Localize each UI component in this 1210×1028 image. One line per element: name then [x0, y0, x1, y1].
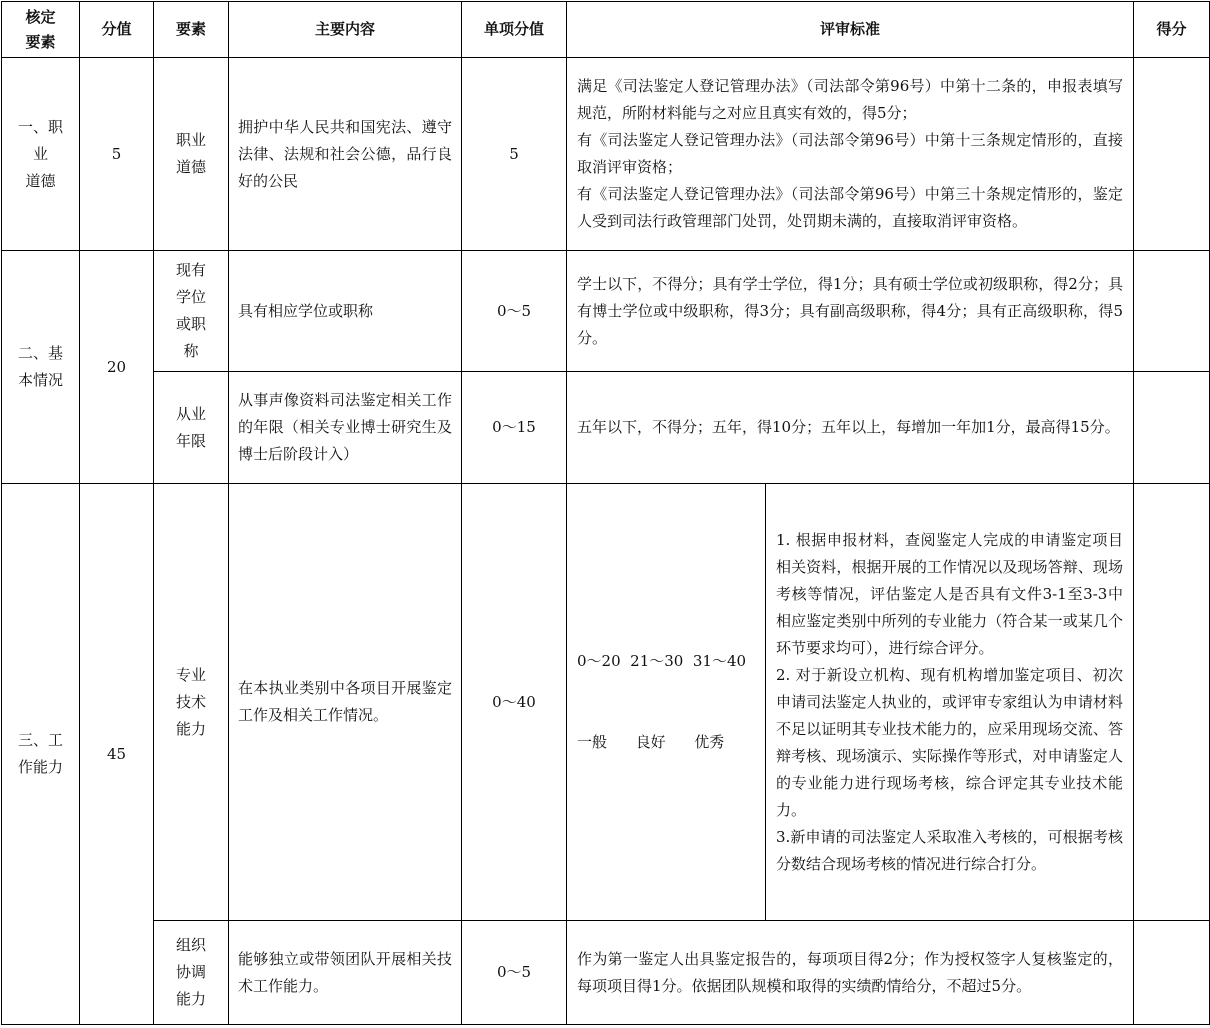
element-line: 协调 [175, 963, 206, 981]
criteria-cell: 五年以下，不得分；五年，得10分；五年以上，每增加一年加1分，最高得15分。 [567, 372, 1134, 484]
criteria-cell [567, 58, 1134, 251]
category-cell [2, 484, 80, 1025]
header-element: 要素 [154, 2, 229, 58]
header-category-line1: 核定 [25, 7, 56, 26]
score-cell: 45 [80, 484, 154, 1025]
criteria-line: 1. 根据申报材料，查阅鉴定人完成的申请鉴定项目相关资料，根据开展的工作情况以及现场答辩、现场考核等情况，评估鉴定人是否具有文件3-1至3-3中相应鉴定类别中所列的专业能力（符合某一或某几个环节要求均可），进行综合评分。 [776, 530, 1124, 657]
criteria-line: 有《司法鉴定人登记管理办法》（司法部令第96号）中第三十条规定情形的，鉴定人受到司法行政管理部门处罚，处罚期未满的，直接取消评审资格。 [577, 185, 1124, 230]
evaluation-table [1, 1, 1210, 1025]
table-row [2, 372, 1210, 484]
element-line: 组织 [175, 936, 206, 954]
element-cell [154, 484, 229, 921]
element-cell [154, 58, 229, 251]
header-item-score: 单项分值 [462, 2, 567, 58]
score-cell: 20 [80, 251, 154, 484]
content-cell: 能够独立或带领团队开展相关技术工作能力。 [229, 921, 462, 1025]
result-cell [1134, 372, 1210, 484]
criteria-line: 满足《司法鉴定人登记管理办法》（司法部令第96号）中第十二条的，申报表填写规范，所附材料能与之对应且真实有效的，得5分； [577, 77, 1124, 122]
table-row [2, 484, 1210, 921]
content-cell: 从事声像资料司法鉴定相关工作的年限（相关专业博士研究生及博士后阶段计入） [229, 372, 462, 484]
criteria-line: 2. 对于新设立机构、现有机构增加鉴定项目、初次申请司法鉴定人执业的，或评审专家组认为申请材料不足以证明其专业技术能力的，应采用现场交流、答辩考核、现场演示、实际操作等形式，对申请鉴定人的专业能力进行现场考核，综合评定其专业技术能力。 [776, 665, 1124, 819]
category-line: 一、职 [17, 117, 63, 136]
element-line: 或职 [175, 315, 206, 333]
category-line: 本情况 [17, 371, 63, 389]
element-line: 从业 [175, 404, 206, 423]
item-score-cell: 0～15 [462, 372, 567, 484]
criteria-cell: 学士以下，不得分；具有学士学位，得1分；具有硕士学位或初级职称，得2分；具有博士学位或中级职称，得3分；具有副高级职称，得4分；具有正高级职称，得5分。 [567, 251, 1134, 372]
item-score-cell: 0～40 [462, 484, 567, 921]
content-cell: 具有相应学位或职称 [229, 251, 462, 372]
item-score-cell: 5 [462, 58, 567, 251]
table-row [2, 251, 1210, 372]
grade-labels: 一般 良好 优秀 [577, 733, 725, 751]
category-line: 二、基 [17, 344, 63, 362]
grade-ranges: 0～20 21～30 31～40 [577, 652, 747, 670]
criteria-cell: 作为第一鉴定人出具鉴定报告的，每项项目得2分；作为授权签字人复核鉴定的，每项项目得1分。依据团队规模和取得的实绩酌情给分，不超过5分。 [567, 921, 1134, 1025]
header-category-line2: 要素 [25, 32, 56, 51]
grade-scale-cell [567, 484, 766, 921]
result-cell [1134, 251, 1210, 372]
element-line: 职业 [175, 131, 206, 149]
element-line: 学位 [175, 288, 206, 306]
header-score: 分值 [80, 2, 154, 58]
criteria-line: 有《司法鉴定人登记管理办法》（司法部令第96号）中第十三条规定情形的，直接取消评审资格； [577, 131, 1124, 176]
content-cell: 拥护中华人民共和国宪法、遵守法律、法规和社会公德，品行良好的公民 [229, 58, 462, 251]
element-cell [154, 372, 229, 484]
header-result: 得分 [1134, 2, 1210, 58]
header-content: 主要内容 [229, 2, 462, 58]
item-score-cell: 0～5 [462, 251, 567, 372]
element-line: 技术 [175, 692, 206, 711]
result-cell [1134, 484, 1210, 921]
score-cell: 5 [80, 58, 154, 251]
result-cell [1134, 921, 1210, 1025]
category-cell [2, 251, 80, 484]
criteria-line: 3.新申请的司法鉴定人采取准入考核的，可根据考核分数结合现场考核的情况进行综合打分。 [776, 827, 1124, 873]
element-cell [154, 251, 229, 372]
table-row [2, 921, 1210, 1025]
element-line: 称 [183, 342, 199, 360]
item-score-cell: 0～5 [462, 921, 567, 1025]
category-cell [2, 58, 80, 251]
content-cell: 在本执业类别中各项目开展鉴定工作及相关工作情况。 [229, 484, 462, 921]
table-row [2, 58, 1210, 251]
category-line: 作能力 [17, 758, 63, 776]
category-line: 道德 [25, 171, 56, 190]
element-line: 道德 [175, 158, 206, 176]
header-category [2, 2, 80, 58]
header-criteria: 评审标准 [567, 2, 1134, 58]
element-line: 现有 [175, 261, 206, 279]
element-line: 专业 [175, 665, 206, 684]
element-line: 年限 [175, 431, 206, 450]
element-cell [154, 921, 229, 1025]
criteria-cell [766, 484, 1134, 921]
category-line: 三、工 [17, 731, 63, 749]
element-line: 能力 [175, 719, 206, 738]
category-line: 业 [32, 144, 48, 163]
result-cell [1134, 58, 1210, 251]
element-line: 能力 [175, 990, 206, 1008]
table-header-row [2, 2, 1210, 58]
